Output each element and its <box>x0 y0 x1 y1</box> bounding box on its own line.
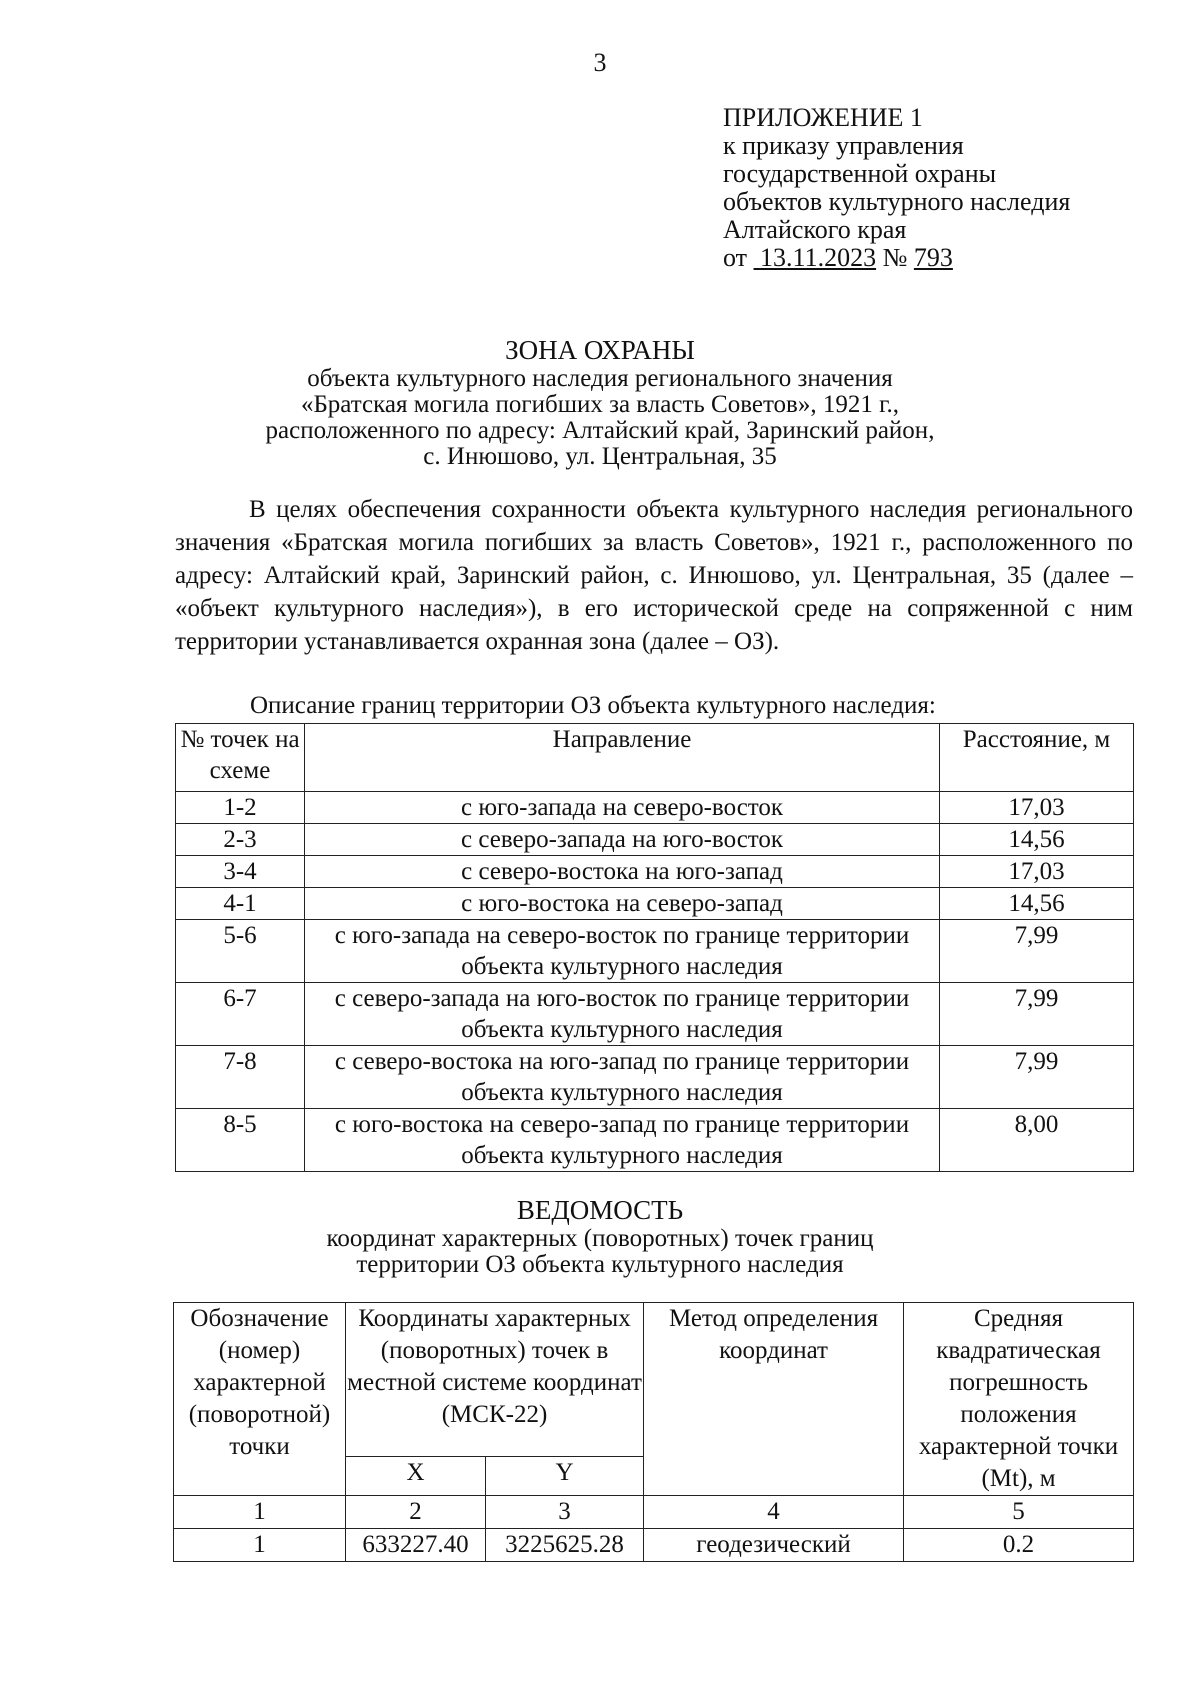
table-row <box>176 1046 1134 1109</box>
table-row <box>176 792 1134 824</box>
appendix-line: объектов культурного наследия <box>723 187 1071 216</box>
cell-direction: с юго-запада на северо-восток по границе территории объекта культурного наследия <box>305 920 940 983</box>
column-number: 5 <box>904 1496 1134 1529</box>
cell-direction: с северо-запада на юго-восток по границе территории объекта культурного наследия <box>305 983 940 1046</box>
cell-points: 1-2 <box>176 792 305 824</box>
appendix-line: Алтайского края <box>723 215 907 244</box>
cell-points: 3-4 <box>176 856 305 888</box>
cell-distance: 14,56 <box>940 888 1134 920</box>
header-x: X <box>346 1456 486 1495</box>
cell-distance: 7,99 <box>940 983 1134 1046</box>
cell-distance: 17,03 <box>940 856 1134 888</box>
cell-points: 8-5 <box>176 1109 305 1172</box>
cell-distance: 7,99 <box>940 1046 1134 1109</box>
zone-title: ЗОНА ОХРАНЫ <box>505 335 695 365</box>
cell-points: 7-8 <box>176 1046 305 1109</box>
table-row <box>176 856 1134 888</box>
header-distance: Расстояние, м <box>940 724 1134 792</box>
zone-subtitle-line: расположенного по адресу: Алтайский край, Заринский район, <box>265 417 935 444</box>
page-number: 3 <box>593 48 607 77</box>
cell-direction: с юго-запада на северо-восток <box>305 792 940 824</box>
cell-points: 6-7 <box>176 983 305 1046</box>
vedomost-title: ВЕДОМОСТЬ <box>516 1195 684 1225</box>
cell-direction: с юго-востока на северо-запад <box>305 888 940 920</box>
cell-distance: 8,00 <box>940 1109 1134 1172</box>
header-method: Метод определения координат <box>644 1303 904 1496</box>
table-row <box>176 1109 1134 1172</box>
cell-direction: с северо-запада на юго-восток <box>305 824 940 856</box>
vedomost-subtitle-line: территории ОЗ объекта культурного наследия <box>356 1251 844 1278</box>
column-number: 3 <box>486 1496 644 1529</box>
cell-distance: 17,03 <box>940 792 1134 824</box>
order-date: 13.11.2023 <box>760 243 877 272</box>
zone-subtitle-line: «Братская могила погибших за власть Советов», 1921 г., <box>300 391 900 418</box>
appendix-header <box>723 104 1070 272</box>
intro-paragraph: В целях обеспечения сохранности объекта культурного наследия регионального значения «Братская могила погибших за власть Советов», 1921 г., расположенного по адресу: Алтайский край, Заринский район, с. Инюшово, ул. Центральная, 35 (далее – «объект культурного наследия»), в его исторической среде на сопряженной с ним территории устанавливается охранная зона (далее – ОЗ). <box>175 496 1133 655</box>
header-points: № точек на схеме <box>176 724 305 792</box>
table-row <box>176 920 1134 983</box>
cell-distance: 7,99 <box>940 920 1134 983</box>
boundaries-table <box>175 723 1134 1172</box>
cell-points: 2-3 <box>176 824 305 856</box>
cell-x: 633227.40 <box>346 1529 486 1562</box>
cell-y: 3225625.28 <box>486 1529 644 1562</box>
cell-direction: с северо-востока на юго-запад <box>305 856 940 888</box>
header-coordinates: Координаты характерных (поворотных) точек в местной системе координат (МСК-22) <box>346 1303 644 1457</box>
cell-direction: с северо-востока на юго-запад по границе территории объекта культурного наследия <box>305 1046 940 1109</box>
appendix-line: государственной охраны <box>723 159 997 188</box>
table-header-row <box>174 1303 1134 1457</box>
number-prefix: № <box>882 243 908 272</box>
cell-direction: с юго-востока на северо-запад по границе территории объекта культурного наследия <box>305 1109 940 1172</box>
table-row <box>174 1529 1134 1562</box>
cell-method: геодезический <box>644 1529 904 1562</box>
order-number: 793 <box>913 243 953 272</box>
zone-subtitle-line: с. Инюшово, ул. Центральная, 35 <box>423 443 777 470</box>
date-prefix: от <box>723 243 748 272</box>
vedomost-subtitle-line: координат характерных (поворотных) точек границ <box>326 1225 874 1252</box>
header-error: Средняя квадратическая погрешность положения характерной точки (Mt), м <box>904 1303 1134 1496</box>
column-number: 1 <box>174 1496 346 1529</box>
cell-distance: 14,56 <box>940 824 1134 856</box>
table-row <box>176 888 1134 920</box>
appendix-title: ПРИЛОЖЕНИЕ 1 <box>723 103 923 132</box>
column-number-row <box>174 1496 1134 1529</box>
vedomost-subtitle <box>0 1226 1200 1278</box>
cell-points: 5-6 <box>176 920 305 983</box>
coordinates-table <box>173 1302 1134 1562</box>
column-number: 4 <box>644 1496 904 1529</box>
table-row <box>176 983 1134 1046</box>
header-direction: Направление <box>305 724 940 792</box>
header-designation: Обозначение (номер) характерной (поворотной) точки <box>174 1303 346 1496</box>
zone-subtitle <box>0 366 1200 470</box>
header-y: Y <box>486 1456 644 1495</box>
cell-point: 1 <box>174 1529 346 1562</box>
cell-points: 4-1 <box>176 888 305 920</box>
cell-error: 0.2 <box>904 1529 1134 1562</box>
boundaries-caption: Описание границ территории ОЗ объекта культурного наследия: <box>250 692 936 719</box>
appendix-line: к приказу управления <box>723 131 964 160</box>
table-header-row <box>176 724 1134 792</box>
column-number: 2 <box>346 1496 486 1529</box>
table-row <box>176 824 1134 856</box>
order-date-line <box>723 244 1070 272</box>
zone-subtitle-line: объекта культурного наследия регионального значения <box>307 365 893 392</box>
